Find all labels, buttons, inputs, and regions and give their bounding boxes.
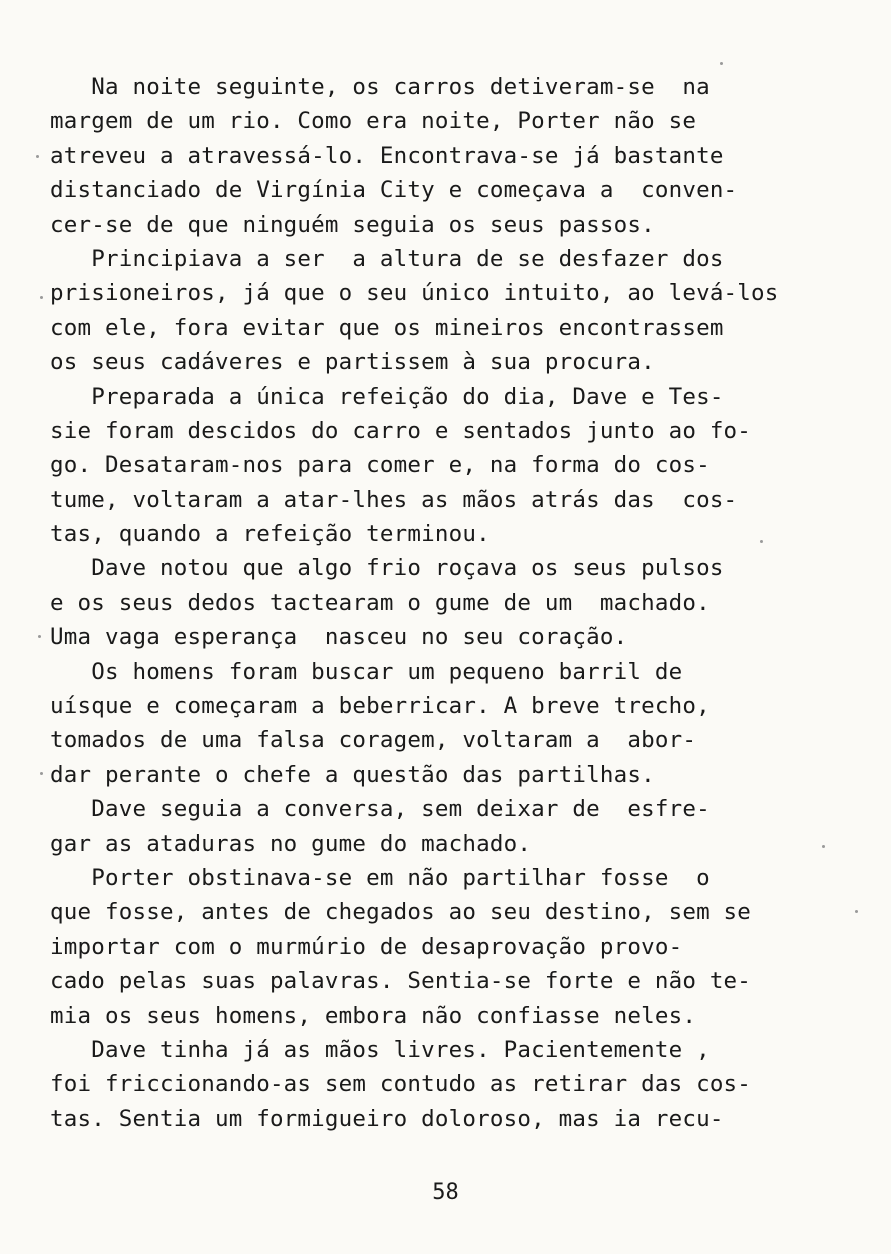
text-line: e os seus dedos tactearam o gume de um machado. xyxy=(50,589,710,616)
text-line: cado pelas suas palavras. Sentia-se forte e não te- xyxy=(50,968,752,995)
text-line: Dave seguia a conversa, sem deixar de esfre- xyxy=(50,796,710,823)
page-number: 58 xyxy=(432,1180,459,1205)
print-speck xyxy=(822,845,825,848)
text-line: os seus cadáveres e partissem à sua procura. xyxy=(50,349,655,376)
text-line: tas. Sentia um formigueiro doloroso, mas ia recu- xyxy=(50,1105,724,1132)
text-line: sie foram descidos do carro e sentados junto ao fo- xyxy=(50,417,752,444)
text-line: cer-se de que ninguém seguia os seus passos. xyxy=(50,211,655,238)
print-speck xyxy=(40,772,43,775)
print-speck xyxy=(760,540,763,543)
text-line: dar perante o chefe a questão das partilhas. xyxy=(50,761,655,788)
text-line: go. Desataram-nos para comer e, na forma do cos- xyxy=(50,452,710,479)
text-line: importar com o murmúrio de desaprovação provo- xyxy=(50,933,683,960)
text-line: Na noite seguinte, os carros detiveram-se na xyxy=(50,74,710,100)
text-line: que fosse, antes de chegados ao seu destino, sem se xyxy=(50,899,752,926)
text-line: gar as ataduras no gume do machado. xyxy=(50,830,532,857)
text-line: foi friccionando-as sem contudo as retirar das cos- xyxy=(50,1071,752,1098)
print-speck xyxy=(40,296,43,299)
text-line: tas, quando a refeição terminou. xyxy=(50,521,490,548)
text-line: prisioneiros, já que o seu único intuito, ao levá-los xyxy=(50,280,779,307)
text-line: Principiava a ser a altura de se desfazer dos xyxy=(50,245,724,272)
print-speck xyxy=(855,910,858,913)
text-line: com ele, fora evitar que os mineiros encontrassem xyxy=(50,314,724,341)
text-line: Os homens foram buscar um pequeno barril de xyxy=(50,658,683,685)
print-speck xyxy=(36,155,39,158)
text-line: Uma vaga esperança nasceu no seu coração. xyxy=(50,624,628,651)
text-line: tume, voltaram a atar-lhes as mãos atrás das cos- xyxy=(50,486,738,513)
text-line: atreveu a atravessá-lo. Encontrava-se já bastante xyxy=(50,142,724,169)
print-speck xyxy=(38,635,41,638)
text-line: distanciado de Virgínia City e começava a conven- xyxy=(50,177,738,204)
text-line: Dave tinha já as mãos livres. Pacientemente , xyxy=(50,1036,710,1063)
text-line: Dave notou que algo frio roçava os seus pulsos xyxy=(50,555,724,582)
print-speck xyxy=(720,62,723,65)
text-line: margem de um rio. Como era noite, Porter não se xyxy=(50,108,697,135)
body-text xyxy=(50,70,840,1136)
text-line: Porter obstinava-se em não partilhar fosse o xyxy=(50,864,710,891)
text-line: Preparada a única refeição do dia, Dave e Tes- xyxy=(50,383,724,410)
text-line: mia os seus homens, embora não confiasse neles. xyxy=(50,1002,697,1029)
text-line: tomados de uma falsa coragem, voltaram a abor- xyxy=(50,727,697,754)
text-line: uísque e começaram a beberricar. A breve trecho, xyxy=(50,693,710,720)
